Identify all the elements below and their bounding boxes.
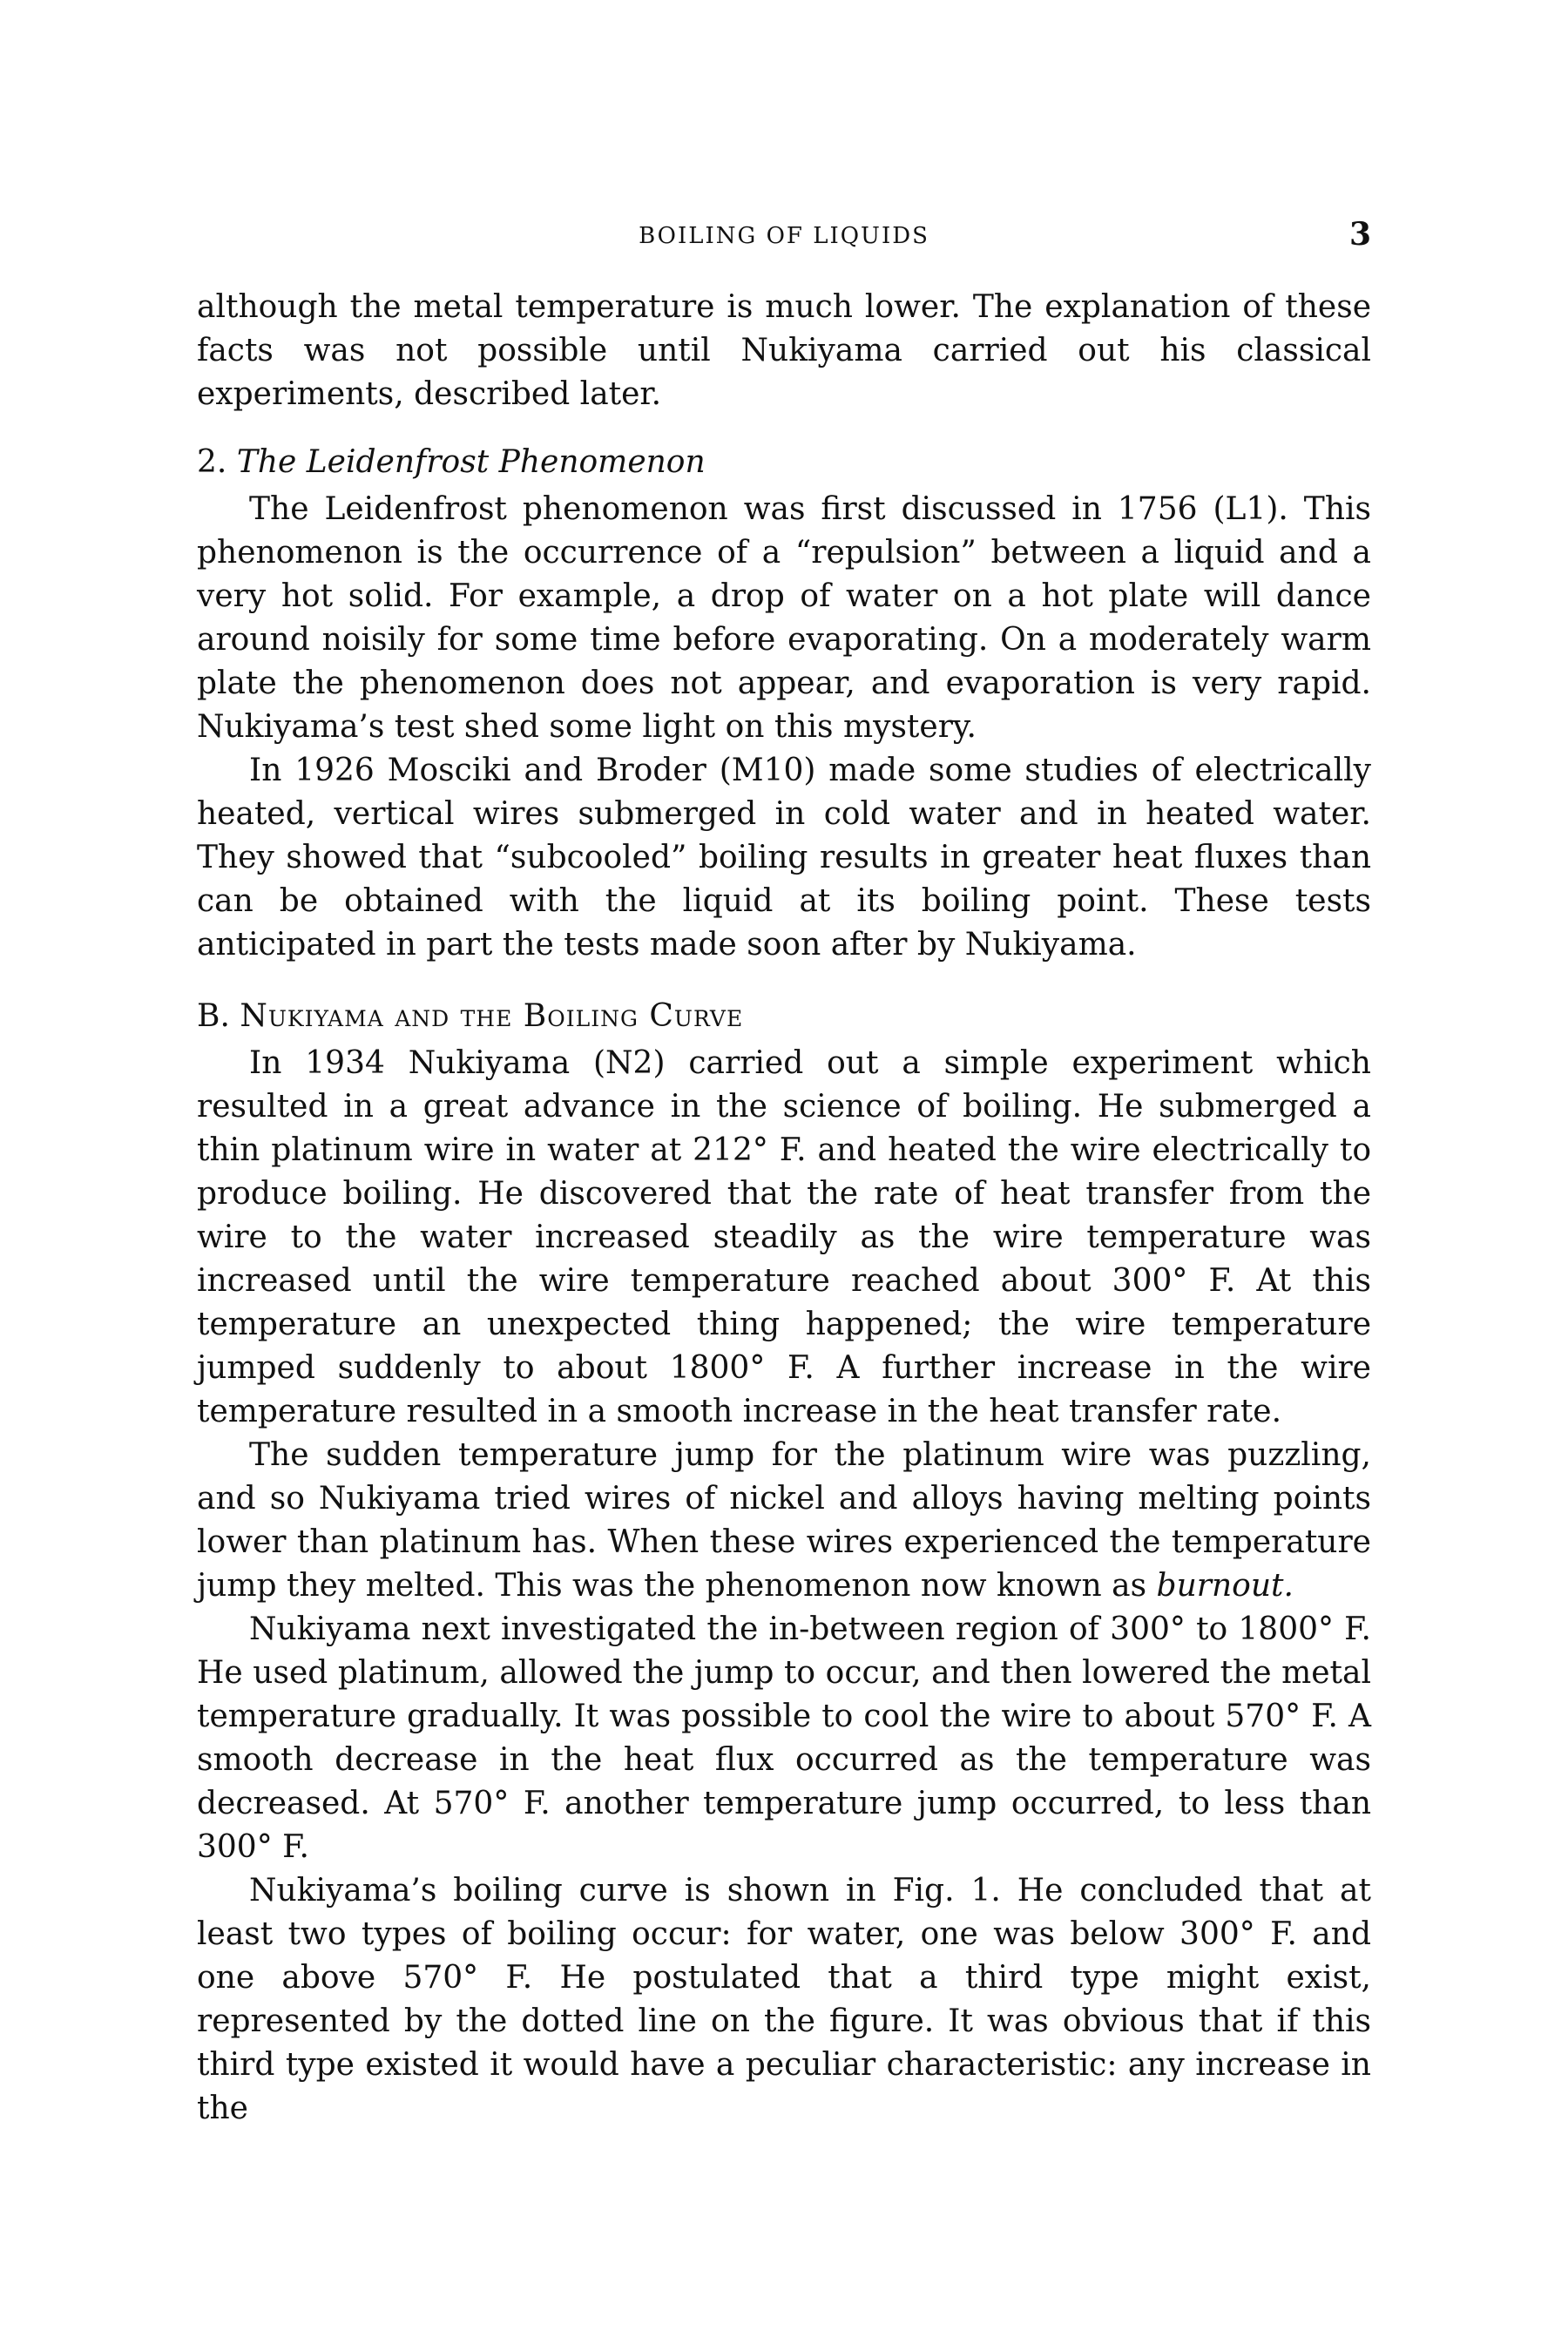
section-title: Nukiyama and the Boiling Curve: [240, 998, 744, 1034]
paragraph-leidenfrost-intro: The Leidenfrost phenomenon was first discussed in 1756 (L1). This phenomenon is the occurrence of a “repulsion” between a liquid and a very hot solid. For example, a drop of water on a hot plate will dance around noisily for some time before evaporating. On a moderately warm plate the phenomenon does not appear, and evaporation is very rapid. Nukiyama’s test shed some light on this mystery.: [197, 491, 1371, 745]
paragraph-continuation: although the metal temperature is much lower. The explanation of these facts was not possible until Nukiyama carried out his classical experiments, described later.: [197, 289, 1371, 412]
section-letter: B.: [197, 998, 230, 1034]
running-title: BOILING OF LIQUIDS: [639, 223, 929, 249]
page-number: 3: [1348, 216, 1371, 253]
paragraph-nukiyama-experiment: In 1934 Nukiyama (N2) carried out a simple experiment which resulted in a great advance in the science of boiling. He submerged a thin platinum wire in water at 212° F. and heated the wire electrically to produce boiling. He discovered that the rate of heat transfer from the wire to the water increased steadily as the wire temperature was increased until the wire temperature reached about 300° F. At this temperature an unexpected thing happened; the wire temperature jumped suddenly to about 1800° F. A further increase in the wire temperature resulted in a smooth increase in the heat transfer rate.: [197, 1045, 1371, 1429]
paragraph-burnout: [197, 1434, 1371, 1608]
emphasis-burnout: burnout.: [1156, 1568, 1294, 1604]
running-header: [197, 216, 1371, 268]
paragraph-boiling-curve-conclusion: Nukiyama’s boiling curve is shown in Fig. 1. He concluded that at least two types of boiling occur: for water, one was below 300° F. and one above 570° F. He postulated that a third type might exist, represented by the dotted line on the figure. It was obvious that if this third type existed it would have a peculiar characteristic: any increase in the: [197, 1873, 1371, 2126]
paragraph-burnout-text: The sudden temperature jump for the platinum wire was puzzling, and so Nukiyama tried wires of nickel and alloys having melting points lower than platinum has. When these wires experienced the temperature jump they melted. This was the phenomenon now known as: [197, 1437, 1371, 1604]
section-title: The Leidenfrost Phenomenon: [236, 444, 706, 480]
paragraph-mosciki-broder: In 1926 Mosciki and Broder (M10) made some studies of electrically heated, vertical wires submerged in cold water and in heated water. They showed that “subcooled” boiling results in greater heat fluxes than can be obtained with the liquid at its boiling point. These tests anticipated in part the tests made soon after by Nukiyama.: [197, 753, 1371, 963]
section-number: 2.: [197, 444, 227, 480]
paragraph-in-between-region: Nukiyama next investigated the in-between region of 300° to 1800° F. He used platinum, allowed the jump to occur, and then lowered the metal temperature gradually. It was possible to cool the wire to about 570° F. A smooth decrease in the heat flux occurred as the temperature was decreased. At 570° F. another temperature jump occurred, to less than 300° F.: [197, 1611, 1371, 1865]
section-heading-leidenfrost: [197, 441, 1371, 484]
section-heading-boiling-curve: [197, 995, 1371, 1038]
document-page: [197, 216, 1371, 2131]
